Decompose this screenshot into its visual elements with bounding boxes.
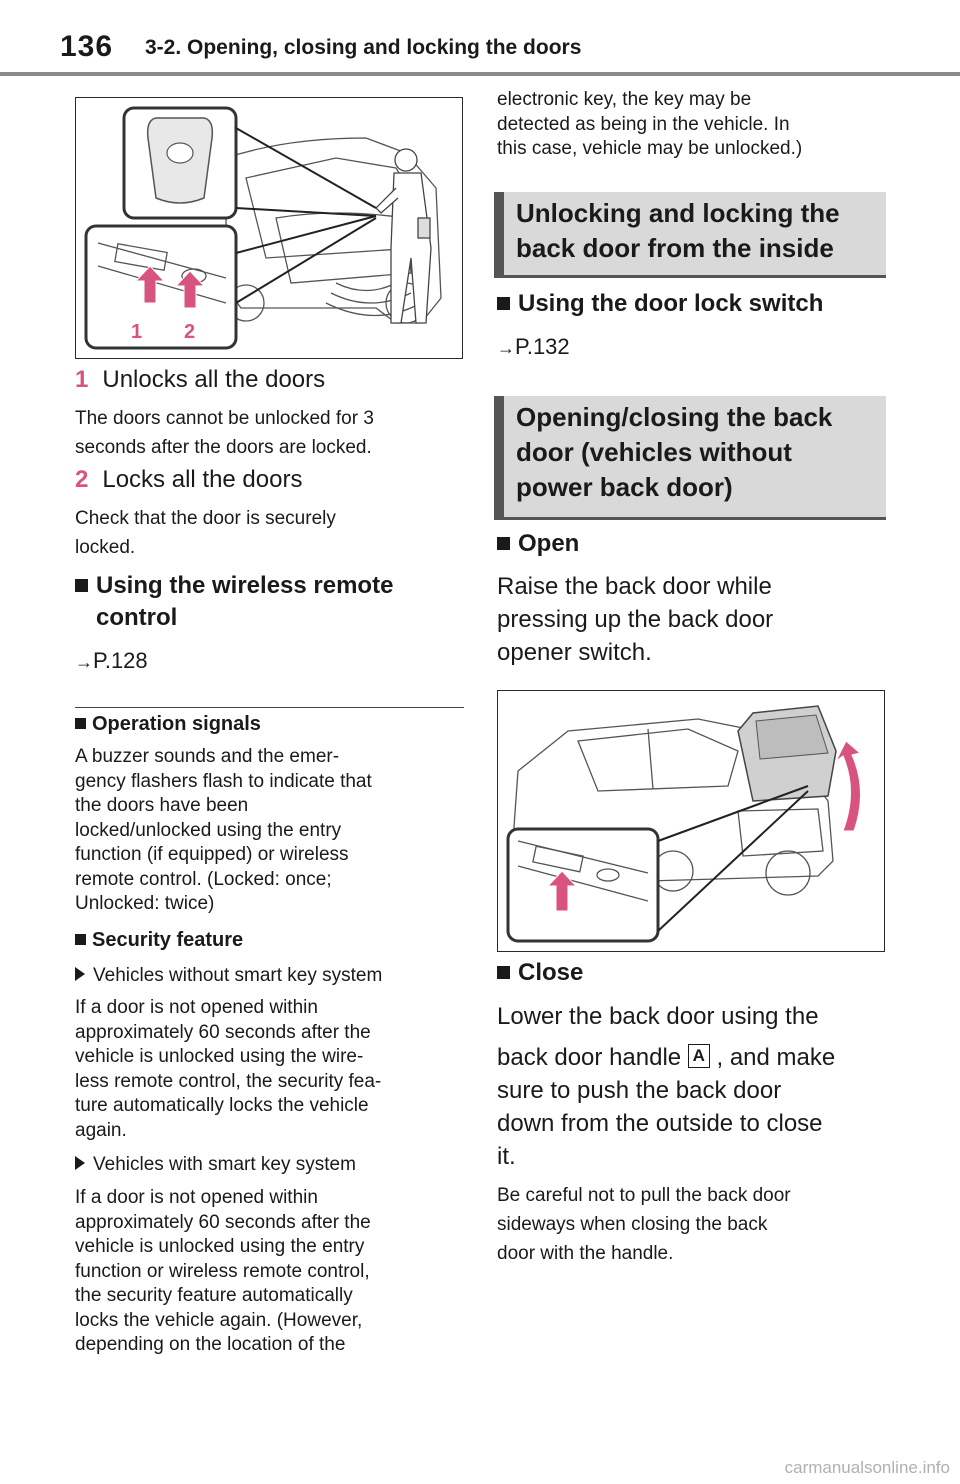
wireless-remote-ref[interactable]: →P.128 [75,648,148,673]
operation-signals-text: A buzzer sounds and the emer- gency flashers flash to indicate that the doors have been locked/unlocked using the entry function (if equipped) or wireless remote control. (Locked: once; Unlocked: twice) [75,746,372,914]
square-bullet-icon [75,579,88,592]
operation-signals-heading: Operation signals [75,713,261,736]
wireless-remote-heading: Using the wireless remote control [75,570,393,634]
no-smart-key-label: Vehicles without smart key system [75,964,382,989]
chapter-title: 3-2. Opening, closing and locking the doors [145,36,582,59]
continued-text: electronic key, the key may be detected as being in the vehicle. In this case, vehicle may be unlocked.) [497,89,803,159]
square-bullet-icon [75,934,86,945]
step-1 [75,366,325,394]
step-2-note: Check that the door is securely locked. [75,508,336,558]
smart-key-label: Vehicles with smart key system [75,1153,356,1178]
header-rule [0,72,960,76]
triangle-bullet-icon [75,1156,85,1170]
open-text: Raise the back door while pressing up the back door opener switch. [497,573,774,666]
security-feature-heading: Security feature [75,929,243,952]
raised-back-door [738,706,836,801]
key-fob-icon [148,118,213,203]
figure-open-back-door [497,690,885,952]
step-1-note: The doors cannot be unlocked for 3 seconds after the doors are locked. [75,408,374,458]
square-bullet-icon [497,297,510,310]
step-2-text: Locks all the doors [102,466,303,493]
figure-label-2: 2 [184,321,196,343]
smart-key-text: If a door is not opened within approximately 60 seconds after the vehicle is unlocked using the entry function or wireless remote control, the security feature automatically locks the vehicle again. (However, depending on the location of the [75,1187,371,1355]
page-number: 136 [60,30,114,63]
divider [75,707,464,708]
back-door-open-illustration [498,691,884,951]
door-lock-switch-heading: Using the door lock switch [497,288,823,320]
step-1-number: 1 [75,366,89,393]
arrow-right-icon: → [497,338,515,358]
person-figure [376,149,431,323]
square-bullet-icon [75,718,86,729]
curved-up-arrow-icon [836,741,861,831]
back-door-key-illustration [76,98,462,358]
step-2 [75,466,302,494]
section-heading-open-close: Opening/closing the back door (vehicles without power back door) [494,396,886,520]
triangle-bullet-icon [75,967,85,981]
section-heading-inside-lock: Unlocking and locking the back door from the inside [494,192,886,278]
close-text: Lower the back door using the back door handle A , and make sure to push the back door down from the outside to close it. [497,1003,836,1170]
figure-key-back-door [75,97,463,359]
arrow-right-icon: → [75,652,93,672]
door-lock-switch-ref[interactable]: →P.132 [497,334,570,359]
open-heading: Open [497,528,579,560]
no-smart-key-text: If a door is not opened within approximately 60 seconds after the vehicle is unlocked using the wire- less remote control, the security fea- ture automatically locks the vehicle again. [75,997,382,1141]
step-2-number: 2 [75,466,89,493]
close-heading: Close [497,957,583,989]
step-1-text: Unlocks all the doors [102,366,326,393]
watermark: carmanualsonline.info [784,1458,950,1477]
square-bullet-icon [497,537,510,550]
label-a-box: A [688,1044,710,1068]
close-note: Be careful not to pull the back door sideways when closing the back door with the handle. [497,1185,791,1264]
figure-label-1: 1 [131,321,143,343]
square-bullet-icon [497,966,510,979]
